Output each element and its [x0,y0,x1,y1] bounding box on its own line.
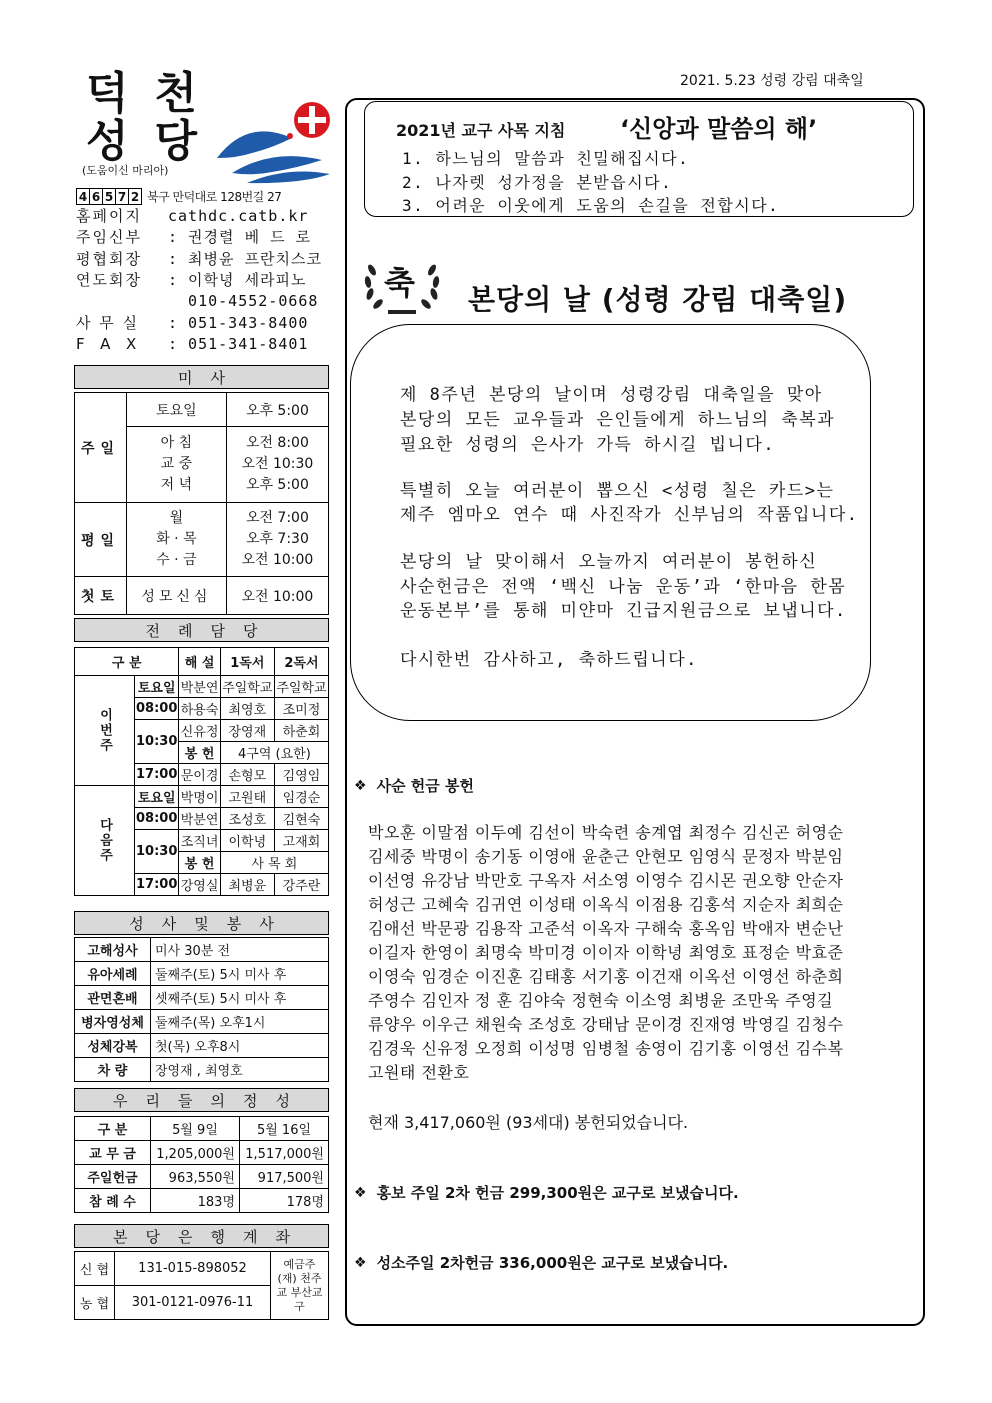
bank-account: 131-015-898052 [115,1252,271,1286]
duty-time: 08:00 [135,808,179,830]
contact-row: 사 무 실 : 051-343-8400 [76,314,309,332]
sacrament-time: 장영재 , 최영호 [151,1058,329,1082]
finance-value: 1,517,000원 [240,1141,329,1165]
donor-names: 이영숙 임경순 이진훈 김태홍 서기홍 이건재 이옥선 이영선 하춘희 [368,967,844,986]
message-line: 특별히 오늘 여러분이 뽑으신 <성령 칠은 카드>는 [400,481,835,501]
weekday-label: 평일 [75,503,127,577]
diamond-bullet-icon: ❖ [354,1254,367,1271]
offering-value: 사 목 회 [220,852,328,874]
donor-names: 김애선 박문광 김용작 고준석 이옥자 구해숙 홍옥임 박애자 변순난 [368,919,844,938]
postal-digit: 7 [115,188,129,205]
lent-offering-heading [354,775,474,796]
finance-table [74,1116,329,1213]
duty-cell: 강영실 [179,874,220,896]
duty-header: 2독서 [274,648,328,676]
sunday-label: 주일 [75,393,127,503]
donor-names: 이길자 한영이 최명숙 박미경 이이자 이학녕 최영호 표정순 박효준 [368,943,844,962]
duty-cell: 고원태 [220,786,274,808]
policy-motto: ‘신앙과 말씀의 해’ [620,115,818,143]
postal-digit: 5 [102,188,116,205]
policy-item: 2. 나자렛 성가정을 본받읍시다. [402,173,673,192]
duty-cell: 하용숙 [179,698,220,720]
message-line: 사순헌금은 전액 ‘백신 나눔 운동’과 ‘한마음 한몸 [400,577,847,597]
notice-text: 성소주일 2차헌금 336,000원은 교구로 보냈습니다. [376,1254,729,1272]
finance-label: 주일헌금 [75,1165,151,1189]
duty-cell: 문이경 [179,764,220,786]
duty-cell: 김영임 [274,764,328,786]
mass-table [74,392,329,615]
message-line: 제주 엠마오 연수 때 사진작가 신부님의 작품입니다. [400,505,859,525]
sacrament-time: 셋째주(토) 5시 미사 후 [151,986,329,1010]
donor-names: 김세중 박명이 송기동 이영애 윤춘근 안현모 임영식 문정자 박분임 [368,847,844,866]
diamond-bullet-icon: ❖ [354,777,367,794]
duty-cell: 박명이 [179,786,220,808]
message-line: 제 8주년 본당의 날이며 성령강림 대축일을 맞아 [400,385,823,405]
finance-value: 917,500원 [240,1165,329,1189]
finance-label: 교 무 금 [75,1141,151,1165]
donor-names: 주영수 김인자 정 훈 김야숙 정현숙 이소영 최병윤 조만욱 주영길 [368,991,834,1010]
message-line: 본당의 날 맞이해서 오늘까지 여러분이 봉헌하신 [400,552,818,572]
duty-time: 17:00 [135,874,179,896]
celebration-wreath [358,252,446,318]
duty-cell: 손형모 [220,764,274,786]
duty-cell: 주일학교 [220,676,274,698]
saturday-label: 토요일 [127,393,227,427]
sacrament-name: 차 량 [75,1058,151,1082]
donor-names: 고원태 전환호 [368,1063,470,1082]
offering-value: 4구역 (요한) [220,742,328,764]
this-week-label: 이번주 [75,676,135,786]
weekday-times: 오전 7:00 오후 7:30 오전 10:00 [226,503,328,577]
postal-digit: 6 [89,188,103,205]
offering-label: 봉 헌 [179,852,220,874]
message-line: 운동본부’를 통해 미얀마 긴급지원금으로 보냅니다. [400,601,847,621]
saturday-time: 오후 5:00 [226,393,328,427]
postal-address [76,188,281,205]
sacrament-name: 관면혼배 [75,986,151,1010]
sacrament-time: 첫(목) 오후8시 [151,1034,329,1058]
finance-value: 178명 [240,1189,329,1213]
duty-cell: 강주란 [274,874,328,896]
feast-headline: 본당의 날 (성령 강림 대축일) [468,283,848,316]
sacrament-name: 고해성사 [75,938,151,962]
contact-row: 연도회장 : 이학녕 세라피노 [76,271,307,289]
donor-names: 류양우 이우근 채원숙 조성호 강태남 문이경 진재영 박영길 김청수 [368,1015,844,1034]
duty-cell: 조성호 [220,808,274,830]
policy-title: 2021년 교구 사목 지침 [396,121,566,140]
first-saturday-name: 성모신심 [127,577,227,615]
duty-cell: 조직녀 [179,830,220,852]
street-address: 북구 만덕대로 128번길 27 [147,190,282,204]
sacrament-name: 병자영성체 [75,1010,151,1034]
donor-names: 박오훈 이말점 이두예 김선이 박숙련 송계엽 최정수 김신곤 허영순 [368,823,844,842]
contact-row: 홈페이지 cathdc.catb.kr [76,207,309,225]
postal-digit: 2 [128,188,142,205]
duty-header: 1독서 [220,648,274,676]
sacraments-table [74,937,329,1082]
finance-value: 1,205,000원 [151,1141,240,1165]
celebration-char: 축 [384,264,415,302]
first-saturday-time: 오전 10:00 [226,577,328,615]
mass-heading: 미사 [74,365,329,389]
contact-row: 010-4552-0668 [168,292,319,310]
bank-name: 신 협 [75,1252,115,1286]
duty-cell: 이학녕 [220,830,274,852]
policy-item: 1. 하느님의 말씀과 친밀해집시다. [402,149,690,168]
duty-time: 08:00 [135,698,179,720]
finance-label: 참 례 수 [75,1189,151,1213]
parish-patron: (도움이신 마리아) [82,164,169,177]
contact-row: 주임신부 : 권경렬 베 드 로 [76,228,312,246]
duty-header: 해 설 [179,648,220,676]
duty-time: 토요일 [135,676,179,698]
duty-cell: 박분연 [179,808,220,830]
weekday-masses: 월 화 · 목 수 · 금 [127,503,227,577]
duty-header: 구 분 [75,648,179,676]
duty-time: 10:30 [135,720,179,764]
notice-item [354,1182,739,1203]
sunday-times: 오전 8:00 오전 10:30 오후 5:00 [226,427,328,503]
donor-names: 허성근 고혜숙 김귀연 이성태 이옥식 이점용 김홍석 지순자 최희순 [368,895,844,914]
contact-row: 평협회장 : 최병윤 프란치스코 [76,250,323,268]
bank-name: 농 협 [75,1286,115,1320]
duty-cell: 최영호 [220,698,274,720]
duty-cell: 임경순 [274,786,328,808]
donor-names: 이선영 유강남 박만호 구옥자 서소영 이영수 김시몬 권오향 안순자 [368,871,844,890]
duty-table [74,647,329,896]
sacrament-time: 미사 30분 전 [151,938,329,962]
message-line: 다시한번 감사하고, 축하드립니다. [400,650,698,670]
offering-label: 봉 헌 [179,742,220,764]
duty-cell: 조미정 [274,698,328,720]
finance-value: 963,550원 [151,1165,240,1189]
postal-digit: 4 [76,188,90,205]
bank-table [74,1251,329,1320]
policy-item: 3. 어려운 이웃에게 도움의 손길을 전합시다. [402,196,780,215]
sacrament-time: 둘째주(목) 오후1시 [151,1010,329,1034]
notice-text: 홍보 주일 2차 헌금 299,300원은 교구로 보냈습니다. [376,1184,739,1202]
message-line: 본당의 모든 교우들과 은인들에게 하느님의 축복과 [400,410,836,430]
duty-time: 17:00 [135,764,179,786]
sacraments-heading: 성사및봉사 [74,911,329,935]
duty-time: 토요일 [135,786,179,808]
bank-heading: 본당은행계좌 [74,1224,329,1248]
duty-cell: 최병윤 [220,874,274,896]
duty-cell: 박분연 [179,676,220,698]
diamond-bullet-icon: ❖ [354,1184,367,1201]
parish-name-line1: 덕천 [86,68,224,119]
duty-heading: 전례담당 [74,618,329,642]
finance-value: 183명 [151,1189,240,1213]
donor-names: 김경욱 신유정 오정희 이성명 임병철 송영이 김기홍 이영선 김수복 [368,1039,844,1058]
finance-header: 5월 16일 [240,1117,329,1141]
next-week-label: 다음주 [75,786,135,896]
duty-cell: 장영재 [220,720,274,742]
sacrament-name: 성체강복 [75,1034,151,1058]
bank-account: 301-0121-0976-11 [115,1286,271,1320]
message-line: 필요한 성령의 은사가 가득 하시길 빕니다. [400,435,776,455]
parish-logo-icon [212,98,342,188]
finance-header: 5월 9일 [151,1117,240,1141]
duty-cell: 김현숙 [274,808,328,830]
duty-cell: 신유정 [179,720,220,742]
finance-header: 구 분 [75,1117,151,1141]
account-holder: 예금주 (재) 천주교 부산교구 [271,1252,329,1320]
lent-heading-text: 사순 헌금 봉헌 [376,777,474,795]
bulletin-date: 2021. 5.23 성령 강림 대축일 [680,73,864,89]
sunday-masses: 아 침 교 중 저 녁 [127,427,227,503]
duty-time: 10:30 [135,830,179,874]
contact-row: F A X : 051-341-8401 [76,335,309,353]
duty-cell: 하춘회 [274,720,328,742]
finance-heading: 우리들의정성 [74,1088,329,1112]
parish-name-line2: 성당 [86,116,224,167]
sacrament-name: 유아세례 [75,962,151,986]
first-saturday-label: 첫토 [75,577,127,615]
duty-cell: 주일학교 [274,676,328,698]
lent-total: 현재 3,417,060원 (93세대) 봉헌되었습니다. [368,1113,689,1132]
sacrament-time: 둘째주(토) 5시 미사 후 [151,962,329,986]
notice-item [354,1252,728,1273]
duty-cell: 고재회 [274,830,328,852]
